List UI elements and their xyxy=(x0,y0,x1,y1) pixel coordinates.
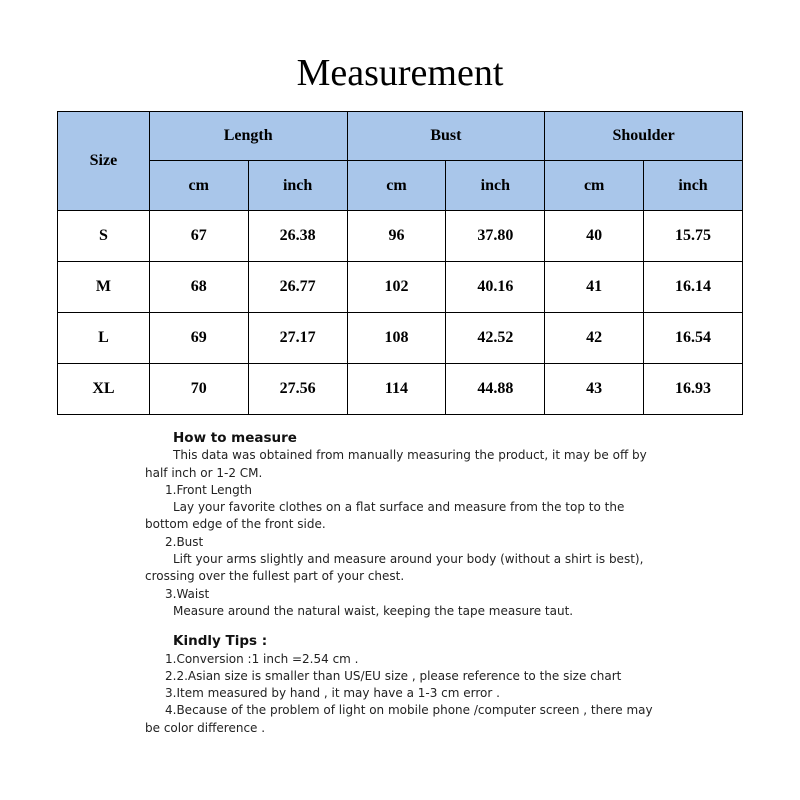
length-header: Length xyxy=(149,112,347,161)
table-cell: 16.14 xyxy=(644,262,743,313)
table-cell: 102 xyxy=(347,262,446,313)
table-row xyxy=(58,364,743,415)
tip-item: 1.Conversion :1 inch =2.54 cm . xyxy=(165,651,359,666)
unit-header: inch xyxy=(446,161,545,211)
unit-header: cm xyxy=(347,161,446,211)
kindly-tips-heading: Kindly Tips : xyxy=(173,633,268,650)
table-cell: 37.80 xyxy=(446,211,545,262)
table-unit-row xyxy=(58,161,743,211)
unit-header: inch xyxy=(644,161,743,211)
table-cell: L xyxy=(58,313,150,364)
front-length-title: 1.Front Length xyxy=(165,482,253,497)
front-length-text: bottom edge of the front side. xyxy=(145,517,326,532)
table-cell: S xyxy=(58,211,150,262)
table-cell: 27.56 xyxy=(248,364,347,415)
tip-item: 4.Because of the problem of light on mobile phone /computer screen , there may xyxy=(165,703,653,718)
unit-header: inch xyxy=(248,161,347,211)
table-cell: 26.77 xyxy=(248,262,347,313)
size-header: Size xyxy=(58,112,150,211)
bust-text: Lift your arms slightly and measure around your body (without a shirt is best), xyxy=(173,552,644,567)
table-cell: 43 xyxy=(545,364,644,415)
table-cell: 40.16 xyxy=(446,262,545,313)
tip-item: be color difference . xyxy=(145,720,266,735)
table-cell: 42.52 xyxy=(446,313,545,364)
unit-header: cm xyxy=(149,161,248,211)
table-cell: 16.93 xyxy=(644,364,743,415)
table-row xyxy=(58,262,743,313)
bust-header: Bust xyxy=(347,112,545,161)
table-cell: 44.88 xyxy=(446,364,545,415)
table-cell: 41 xyxy=(545,262,644,313)
tip-item: 2.2.Asian size is smaller than US/EU size , please reference to the size chart xyxy=(165,668,622,683)
table-cell: 42 xyxy=(545,313,644,364)
table-cell: 96 xyxy=(347,211,446,262)
table-cell: 70 xyxy=(149,364,248,415)
table-cell: 68 xyxy=(149,262,248,313)
shoulder-header: Shoulder xyxy=(545,112,743,161)
table-row xyxy=(58,313,743,364)
table-row xyxy=(58,211,743,262)
measure-notes xyxy=(145,430,705,737)
table-cell: 114 xyxy=(347,364,446,415)
size-chart-table xyxy=(57,111,743,415)
table-cell: XL xyxy=(58,364,150,415)
tip-item: 3.Item measured by hand , it may have a 1-3 cm error . xyxy=(165,686,500,701)
table-cell: 108 xyxy=(347,313,446,364)
intro-text: half inch or 1-2 CM. xyxy=(145,465,263,480)
table-header-row xyxy=(58,112,743,161)
bust-text: crossing over the fullest part of your chest. xyxy=(145,569,405,584)
page-title: Measurement xyxy=(296,52,504,94)
waist-title: 3.Waist xyxy=(165,586,210,601)
table-cell: 15.75 xyxy=(644,211,743,262)
bust-title: 2.Bust xyxy=(165,534,204,549)
table-cell: 27.17 xyxy=(248,313,347,364)
front-length-text: Lay your favorite clothes on a flat surface and measure from the top to the xyxy=(173,500,625,515)
table-cell: 26.38 xyxy=(248,211,347,262)
waist-text: Measure around the natural waist, keeping the tape measure taut. xyxy=(173,603,574,618)
how-to-measure-heading: How to measure xyxy=(173,430,297,446)
table-cell: 40 xyxy=(545,211,644,262)
intro-text: This data was obtained from manually measuring the product, it may be off by xyxy=(173,448,647,463)
table-cell: 16.54 xyxy=(644,313,743,364)
table-cell: 69 xyxy=(149,313,248,364)
unit-header: cm xyxy=(545,161,644,211)
table-cell: M xyxy=(58,262,150,313)
table-cell: 67 xyxy=(149,211,248,262)
